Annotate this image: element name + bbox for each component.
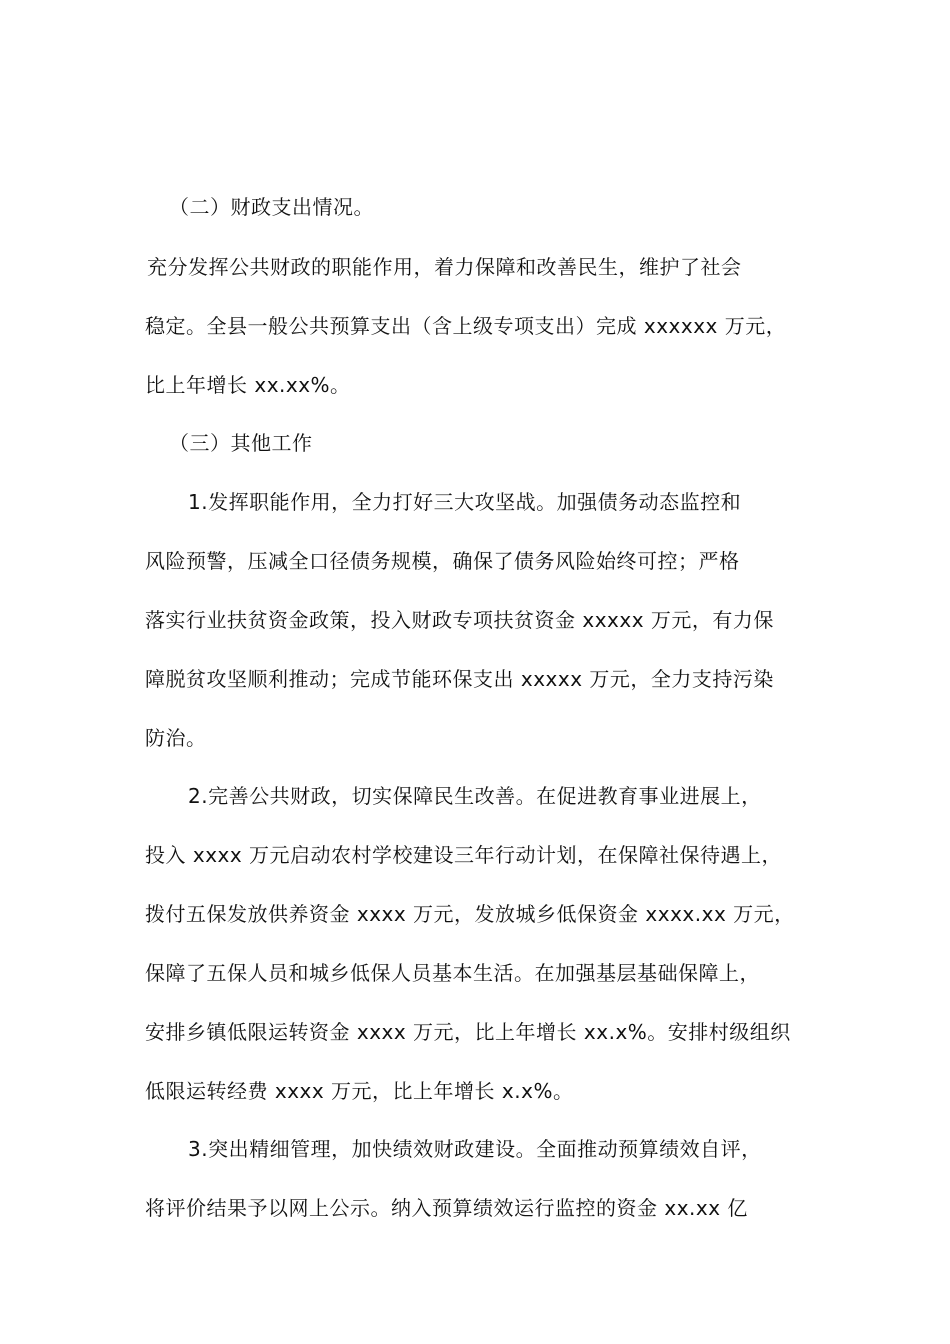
item-1-line-3: 落实行业扶贫资金政策，投入财政专项扶贫资金 xxxxx 万元，有力保: [145, 608, 774, 632]
item-2-line-1: 2.完善公共财政，切实保障民生改善。在促进教育事业进展上，: [188, 784, 762, 808]
item-2-line-6: 低限运转经费 xxxx 万元，比上年增长 x.x%。: [145, 1079, 574, 1103]
item-1-line-4: 障脱贫攻坚顺利推动；完成节能环保支出 xxxxx 万元，全力支持污染: [145, 667, 774, 691]
item-2-line-5: 安排乡镇低限运转资金 xxxx 万元，比上年增长 xx.x%。安排村级组织: [145, 1020, 791, 1044]
item-3-line-2: 将评价结果予以网上公示。纳入预算绩效运行监控的资金 xx.xx 亿: [145, 1196, 748, 1220]
section-2-line-1: 充分发挥公共财政的职能作用，着力保障和改善民生，维护了社会: [147, 255, 742, 279]
item-1-line-2: 风险预警，压减全口径债务规模，确保了债务风险始终可控；严格: [145, 549, 740, 573]
section-2-line-3: 比上年增长 xx.xx%。: [145, 373, 351, 397]
item-2-line-3: 拨付五保发放供养资金 xxxx 万元，发放城乡低保资金 xxxx.xx 万元，: [145, 902, 795, 926]
item-2-line-4: 保障了五保人员和城乡低保人员基本生活。在加强基层基础保障上，: [145, 961, 760, 985]
item-2-line-2: 投入 xxxx 万元启动农村学校建设三年行动计划，在保障社保待遇上，: [145, 843, 783, 867]
item-1-line-5: 防治。: [145, 726, 207, 750]
section-2-line-2: 稳定。全县一般公共预算支出（含上级专项支出）完成 xxxxxx 万元，: [145, 314, 787, 338]
section-2-heading: （二）财政支出情况。: [169, 195, 374, 219]
section-3-heading: （三）其他工作: [169, 431, 313, 455]
item-3-line-1: 3.突出精细管理，加快绩效财政建设。全面推动预算绩效自评，: [188, 1137, 762, 1161]
item-1-line-1: 1.发挥职能作用，全力打好三大攻坚战。加强债务动态监控和: [188, 490, 742, 514]
